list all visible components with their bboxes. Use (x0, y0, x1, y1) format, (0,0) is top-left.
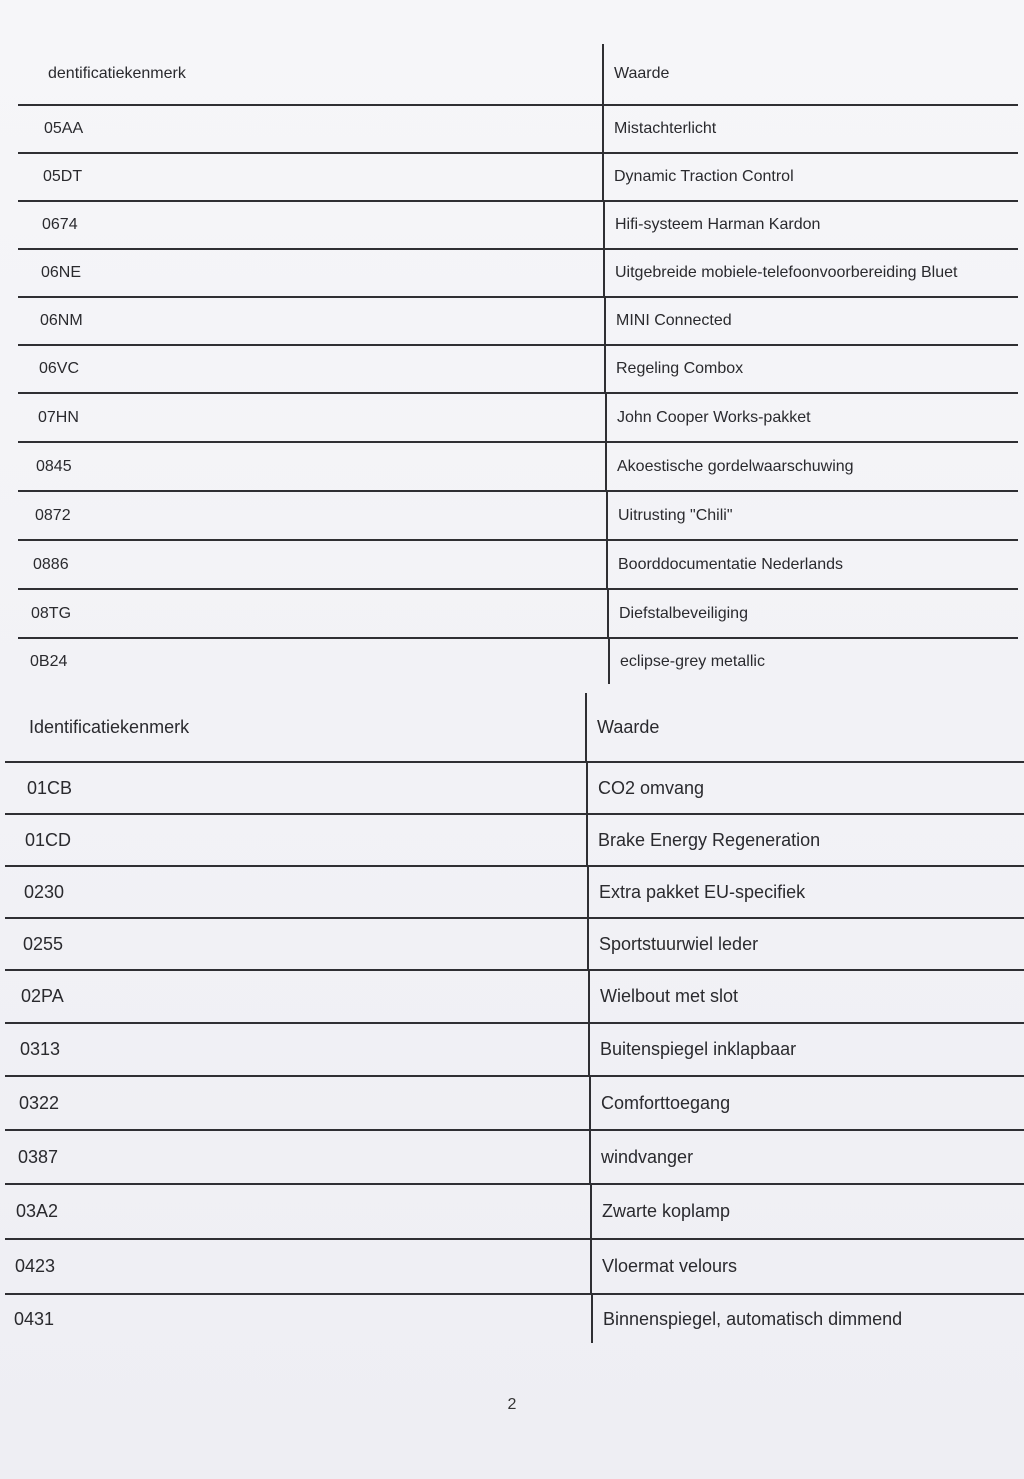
table-row (18, 541, 1018, 590)
row-key: 0B24 (30, 652, 68, 670)
row-key: 0845 (36, 457, 72, 475)
column-header-value: Waarde (585, 693, 1024, 761)
table-row (5, 1131, 1024, 1185)
column-header-key: dentificatiekenmerk (48, 65, 186, 82)
row-key: 06VC (39, 360, 80, 377)
row-value: Extra pakket EU-specifiek (587, 867, 1024, 917)
table-row (18, 443, 1018, 492)
table-row (5, 867, 1024, 919)
row-key: 06NE (41, 264, 82, 281)
row-value: eclipse-grey metallic (608, 639, 1018, 684)
row-key: 03A2 (16, 1201, 59, 1221)
row-value: Sportstuurwiel leder (587, 919, 1024, 969)
row-value: windvanger (589, 1131, 1024, 1183)
row-key: 0255 (23, 933, 64, 954)
row-value: Hifi-systeem Harman Kardon (603, 202, 1018, 248)
row-key: 08TG (31, 604, 72, 622)
row-value: MINI Connected (604, 298, 1018, 344)
table-row (18, 154, 1018, 202)
table-row (5, 815, 1024, 867)
row-value: CO2 omvang (586, 763, 1024, 813)
row-key: 0313 (20, 1039, 61, 1059)
table-row (5, 1295, 1024, 1343)
row-key: 06NM (40, 312, 83, 329)
table-row (18, 298, 1018, 346)
table-row (18, 394, 1018, 443)
row-value: Uitrusting "Chili" (606, 492, 1018, 539)
table-row (18, 639, 1018, 684)
column-header-value: Waarde (602, 44, 1018, 104)
table-row (5, 971, 1024, 1024)
table-row (18, 590, 1018, 639)
row-value: Zwarte koplamp (590, 1185, 1024, 1238)
row-key: 05DT (43, 168, 83, 185)
row-value: Wielbout met slot (588, 971, 1024, 1022)
row-key: 0322 (19, 1092, 60, 1113)
row-value: Uitgebreide mobiele-telefoonvoorbereiding Bluet (603, 250, 1018, 296)
row-key: 01CB (27, 777, 73, 798)
table-header-row (18, 44, 1018, 106)
row-key: 0674 (42, 216, 78, 233)
row-value: Brake Energy Regeneration (586, 815, 1024, 865)
row-value: Diefstalbeveiliging (607, 590, 1018, 637)
column-header-key: Identificatiekenmerk (29, 716, 190, 737)
table-row (5, 1077, 1024, 1131)
row-key: 0230 (24, 881, 65, 902)
row-key: 0423 (15, 1256, 56, 1276)
row-value: Binnenspiegel, automatisch dimmend (591, 1295, 1024, 1343)
row-key: 0886 (33, 555, 69, 573)
equipment-table-2 (5, 693, 1024, 1343)
row-key: 0431 (14, 1308, 55, 1329)
row-value: Akoestische gordelwaarschuwing (605, 443, 1018, 490)
table-row (5, 919, 1024, 971)
row-value: Dynamic Traction Control (602, 154, 1018, 200)
table-row (18, 202, 1018, 250)
row-key: 07HN (38, 408, 79, 426)
row-value: Regeling Combox (604, 346, 1018, 392)
equipment-table-1 (18, 44, 1018, 684)
table-row (5, 1185, 1024, 1240)
table-header-row (5, 693, 1024, 763)
page-number: 2 (507, 1396, 517, 1413)
table-row (18, 250, 1018, 298)
row-key: 02PA (21, 986, 64, 1006)
table-row (18, 346, 1018, 394)
row-value: Vloermat velours (590, 1240, 1024, 1293)
row-value: Mistachterlicht (602, 106, 1018, 152)
row-key: 01CD (25, 829, 72, 850)
table-row (18, 106, 1018, 154)
row-key: 0387 (18, 1146, 59, 1167)
table-row (5, 1024, 1024, 1077)
row-value: Comforttoegang (589, 1077, 1024, 1129)
table-row (5, 763, 1024, 815)
row-key: 0872 (35, 506, 71, 524)
row-key: 05AA (44, 120, 84, 137)
table-row (5, 1240, 1024, 1295)
table-row (18, 492, 1018, 541)
row-value: Boorddocumentatie Nederlands (606, 541, 1018, 588)
row-value: John Cooper Works-pakket (605, 394, 1018, 441)
row-value: Buitenspiegel inklapbaar (588, 1024, 1024, 1075)
